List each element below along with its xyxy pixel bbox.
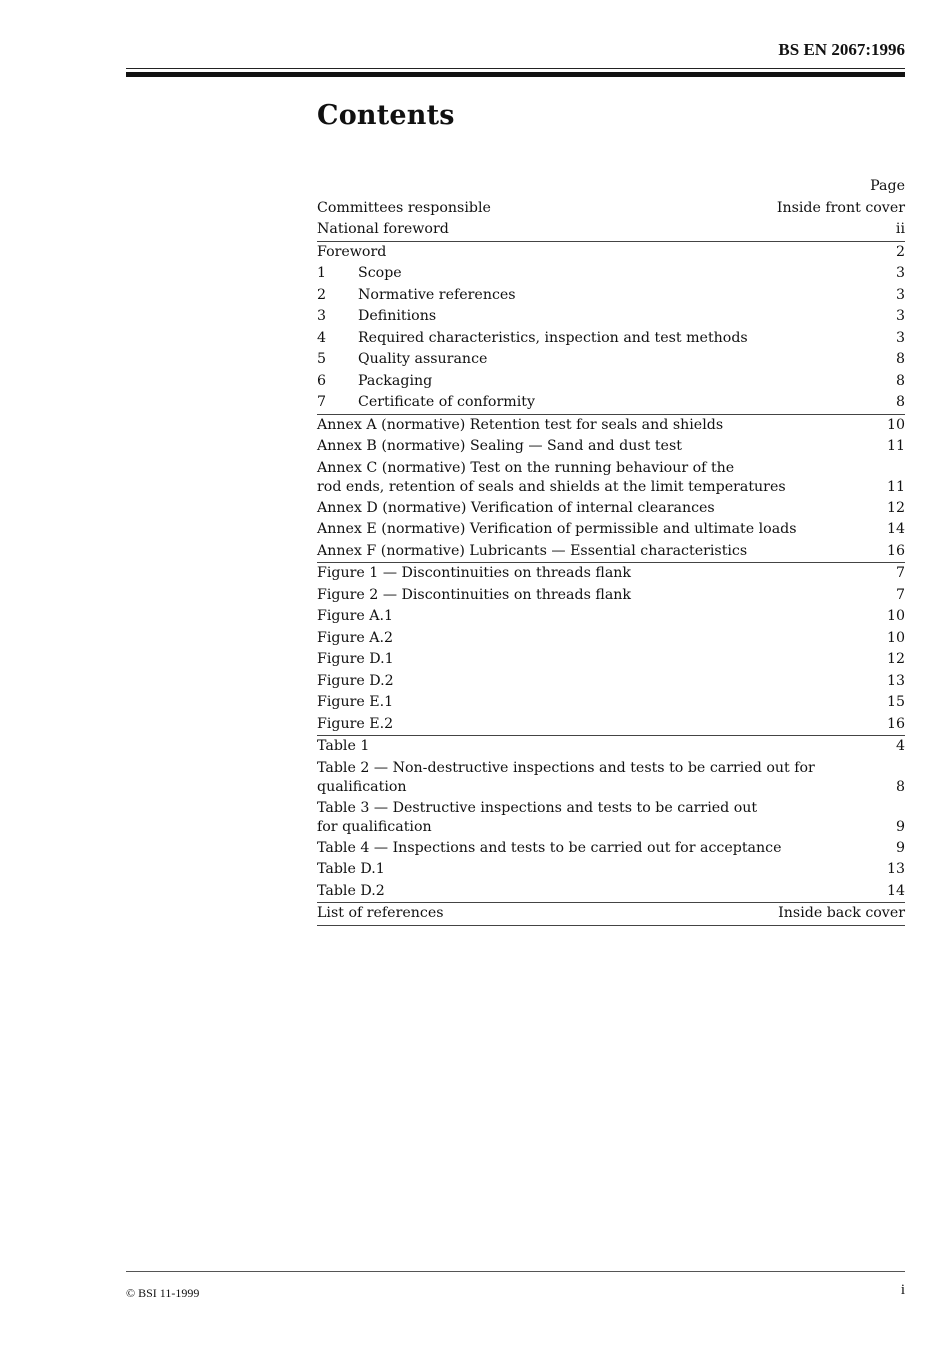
toc-entry-title: Committees responsible xyxy=(317,199,491,216)
toc-entry-number: 6 xyxy=(317,372,327,389)
toc-entry-page: Inside front cover xyxy=(776,199,905,216)
toc-entry-text xyxy=(317,585,631,607)
toc-entry[interactable] xyxy=(317,692,905,714)
toc-entry[interactable] xyxy=(317,714,905,736)
toc-entry-title: Definitions xyxy=(358,308,437,324)
toc-entry-text xyxy=(358,263,402,285)
toc-entry-text xyxy=(317,459,786,496)
toc-entry-title: Figure A.2 xyxy=(317,629,394,646)
toc-entry-title: Annex F (normative) Lubricants — Essential characteristics xyxy=(317,542,748,559)
toc-entry-title: Annex B (normative) Sealing — Sand and dust test xyxy=(317,438,682,454)
toc-entry-text xyxy=(317,628,393,650)
toc-entry[interactable] xyxy=(317,838,905,860)
toc-entry-text xyxy=(358,349,487,371)
page-column-label: Page xyxy=(870,178,905,194)
toc-entry-title-block xyxy=(317,759,886,796)
toc-entry-title: Annex C (normative) Test on the running behaviour of the xyxy=(317,460,735,476)
toc-entry-page: 8 xyxy=(895,394,905,410)
toc-entry-text xyxy=(358,306,436,328)
toc-group xyxy=(317,242,905,415)
toc-entry-page: 14 xyxy=(886,521,905,537)
toc-entry-title-block xyxy=(317,881,877,903)
toc-entry-page: 8 xyxy=(895,372,905,389)
toc-entry-title-continued: qualification xyxy=(317,778,407,795)
toc-entry[interactable] xyxy=(317,628,905,650)
toc-entry-text xyxy=(317,671,394,693)
toc-entry-title-block xyxy=(317,799,886,836)
document-code: BS EN 2067:1996 xyxy=(778,40,905,59)
toc-entry-title-block xyxy=(317,563,886,585)
toc-entry-page: 4 xyxy=(895,738,905,754)
toc-entry-text xyxy=(317,859,385,881)
toc-entry[interactable] xyxy=(317,371,905,393)
toc-entry-title-block xyxy=(317,242,886,264)
toc-groups xyxy=(317,198,905,926)
toc-entry[interactable] xyxy=(317,285,905,307)
toc-entry-page: 11 xyxy=(886,438,905,454)
toc-entry-page: 12 xyxy=(886,499,905,516)
toc-entry-text xyxy=(317,799,757,836)
toc-entry-text xyxy=(317,759,815,796)
toc-entry-title: Packaging xyxy=(358,372,433,389)
toc-entry-title-block xyxy=(317,541,877,563)
toc-entry[interactable] xyxy=(317,242,905,264)
table-of-contents xyxy=(317,176,905,926)
toc-group xyxy=(317,736,905,903)
toc-entry-title: Figure D.1 xyxy=(317,651,394,667)
toc-entry-page: Inside back cover xyxy=(778,905,905,921)
toc-entry-title: Figure 2 — Discontinuities on threads flank xyxy=(317,586,632,603)
toc-entry[interactable] xyxy=(317,881,905,903)
toc-entry[interactable] xyxy=(317,798,905,838)
toc-entry-page: 9 xyxy=(895,839,905,856)
toc-entry-page: 11 xyxy=(886,478,905,495)
toc-entry-page: 15 xyxy=(886,694,905,710)
toc-entry-title: Annex A (normative) Retention test for seals and shields xyxy=(317,416,724,433)
toc-entry-title-block xyxy=(317,714,877,736)
toc-entry[interactable] xyxy=(317,392,905,414)
toc-entry-text xyxy=(358,371,432,393)
toc-entry-page: 3 xyxy=(895,286,905,303)
toc-entry-title: List of references xyxy=(317,905,444,921)
toc-entry[interactable] xyxy=(317,349,905,371)
toc-entry[interactable] xyxy=(317,306,905,328)
toc-entry-title-continued: rod ends, retention of seals and shields at the limit temperatures xyxy=(317,478,786,495)
toc-entry-text xyxy=(317,903,444,925)
toc-entry-number: 7 xyxy=(317,394,327,410)
toc-entry-title: Required characteristics, inspection and test methods xyxy=(358,329,748,346)
toc-entry[interactable] xyxy=(317,436,905,458)
toc-entry[interactable] xyxy=(317,758,905,798)
toc-entry-title: Annex D (normative) Verification of internal clearances xyxy=(317,499,715,516)
toc-entry-title-block xyxy=(317,371,886,393)
toc-entry-title: National foreword xyxy=(317,221,449,237)
toc-page-column-header xyxy=(317,176,905,198)
toc-entry[interactable] xyxy=(317,458,905,498)
toc-entry-page: 8 xyxy=(895,778,905,795)
toc-entry-title-block xyxy=(317,498,877,520)
toc-entry-text xyxy=(317,736,369,758)
toc-entry-text xyxy=(358,392,535,414)
toc-entry-title-block xyxy=(317,328,886,350)
toc-entry-page: 12 xyxy=(886,651,905,667)
toc-entry-text xyxy=(317,714,393,736)
header-rule-thin xyxy=(126,68,905,69)
toc-entry-title-block xyxy=(317,219,886,241)
toc-entry-page: 16 xyxy=(886,542,905,559)
toc-entry[interactable] xyxy=(317,859,905,881)
toc-entry-title: Figure D.2 xyxy=(317,672,394,689)
toc-entry-text xyxy=(317,415,723,437)
toc-entry-page: 13 xyxy=(886,861,905,877)
toc-entry-title: Table 4 — Inspections and tests to be carried out for acceptance xyxy=(317,839,782,856)
toc-entry-title: Figure E.2 xyxy=(317,715,394,732)
toc-group xyxy=(317,563,905,736)
toc-entry-text xyxy=(317,606,393,628)
toc-entry-number: 5 xyxy=(317,351,327,367)
toc-entry[interactable] xyxy=(317,219,905,241)
header-rule-thick xyxy=(126,72,905,77)
toc-entry-title-block xyxy=(317,859,877,881)
toc-entry-page: 8 xyxy=(895,351,905,367)
toc-entry-title-block xyxy=(317,628,877,650)
toc-group xyxy=(317,198,905,242)
toc-entry-page: 14 xyxy=(886,882,905,899)
toc-entry-number: 2 xyxy=(317,286,327,303)
toc-entry-title-block xyxy=(317,198,767,220)
toc-entry-title-block xyxy=(317,263,886,285)
toc-entry-title-block xyxy=(317,436,877,458)
toc-group xyxy=(317,903,905,926)
toc-entry[interactable] xyxy=(317,541,905,563)
toc-entry-title-block xyxy=(317,692,877,714)
toc-entry-title-block xyxy=(317,649,877,671)
toc-entry[interactable] xyxy=(317,563,905,585)
toc-entry-number: 3 xyxy=(317,308,327,324)
toc-entry-title: Quality assurance xyxy=(358,351,488,367)
toc-entry-page: 13 xyxy=(886,672,905,689)
toc-entry-title-block xyxy=(317,606,877,628)
toc-entry-text xyxy=(317,692,393,714)
toc-entry-text xyxy=(317,436,682,458)
toc-entry-title-block xyxy=(317,349,886,371)
page-title: Contents xyxy=(317,100,455,131)
toc-entry-title: Scope xyxy=(358,265,402,281)
toc-entry[interactable] xyxy=(317,585,905,607)
toc-entry[interactable] xyxy=(317,649,905,671)
toc-entry-page: ii xyxy=(895,221,905,237)
toc-entry-title: Foreword xyxy=(317,243,387,260)
toc-entry-title-block xyxy=(317,519,877,541)
toc-entry-title: Table D.1 xyxy=(317,861,385,877)
toc-entry-title: Certificate of conformity xyxy=(358,394,535,410)
toc-entry-page: 16 xyxy=(886,715,905,732)
toc-entry-title-continued: for qualification xyxy=(317,818,432,835)
toc-entry[interactable] xyxy=(317,903,905,925)
toc-entry-text xyxy=(317,519,797,541)
toc-entry-text xyxy=(317,649,394,671)
toc-entry-text xyxy=(317,881,385,903)
toc-entry-title: Figure E.1 xyxy=(317,694,394,710)
toc-entry-title-block xyxy=(317,671,877,693)
toc-entry-number: 4 xyxy=(317,329,327,346)
toc-entry-text xyxy=(317,219,449,241)
toc-entry-page: 7 xyxy=(895,565,905,581)
toc-entry-page: 9 xyxy=(895,818,905,835)
toc-entry[interactable] xyxy=(317,328,905,350)
toc-entry-title: Table D.2 xyxy=(317,882,385,899)
toc-entry-title-block xyxy=(317,306,886,328)
toc-entry-page: 10 xyxy=(886,608,905,624)
toc-entry-title: Table 3 — Destructive inspections and tests to be carried out xyxy=(317,800,758,816)
toc-entry-title: Normative references xyxy=(358,286,516,303)
toc-entry-text xyxy=(317,541,747,563)
toc-entry[interactable] xyxy=(317,606,905,628)
toc-entry-title-block xyxy=(317,903,768,925)
toc-entry-title-block xyxy=(317,838,886,860)
toc-entry-text xyxy=(358,328,748,350)
footer-copyright: © BSI 11-1999 xyxy=(126,1286,200,1300)
toc-entry-text xyxy=(358,285,516,307)
toc-entry-title: Table 2 — Non-destructive inspections and tests to be carried out for xyxy=(317,760,815,776)
toc-entry-text xyxy=(317,563,631,585)
toc-entry-title-block xyxy=(317,459,877,496)
toc-entry-page: 3 xyxy=(895,329,905,346)
toc-entry-title-block xyxy=(317,736,886,758)
footer-page-number: i xyxy=(900,1282,905,1298)
toc-entry[interactable] xyxy=(317,671,905,693)
toc-entry-title: Annex E (normative) Verification of permissible and ultimate loads xyxy=(317,521,797,537)
toc-entry-text xyxy=(317,242,386,264)
toc-entry-title-block xyxy=(317,285,886,307)
toc-entry-text xyxy=(317,838,781,860)
toc-entry-title-block xyxy=(317,585,886,607)
toc-entry-number: 1 xyxy=(317,265,327,281)
toc-entry-page: 7 xyxy=(895,586,905,603)
toc-entry-title-block xyxy=(317,415,877,437)
toc-entry-title: Figure A.1 xyxy=(317,608,394,624)
toc-entry-text xyxy=(317,198,491,220)
toc-entry[interactable] xyxy=(317,263,905,285)
toc-entry-page: 10 xyxy=(886,416,905,433)
toc-entry-text xyxy=(317,498,715,520)
toc-entry[interactable] xyxy=(317,498,905,520)
toc-entry-title: Table 1 xyxy=(317,738,370,754)
toc-entry-page: 2 xyxy=(895,243,905,260)
toc-entry[interactable] xyxy=(317,198,905,220)
footer-rule xyxy=(126,1271,905,1272)
toc-entry-page: 3 xyxy=(895,265,905,281)
toc-entry[interactable] xyxy=(317,736,905,758)
toc-entry[interactable] xyxy=(317,415,905,437)
toc-entry-title-block xyxy=(317,392,886,414)
toc-entry-title: Figure 1 — Discontinuities on threads flank xyxy=(317,565,632,581)
toc-entry[interactable] xyxy=(317,519,905,541)
toc-entry-page: 3 xyxy=(895,308,905,324)
toc-group xyxy=(317,415,905,564)
toc-entry-page: 10 xyxy=(886,629,905,646)
